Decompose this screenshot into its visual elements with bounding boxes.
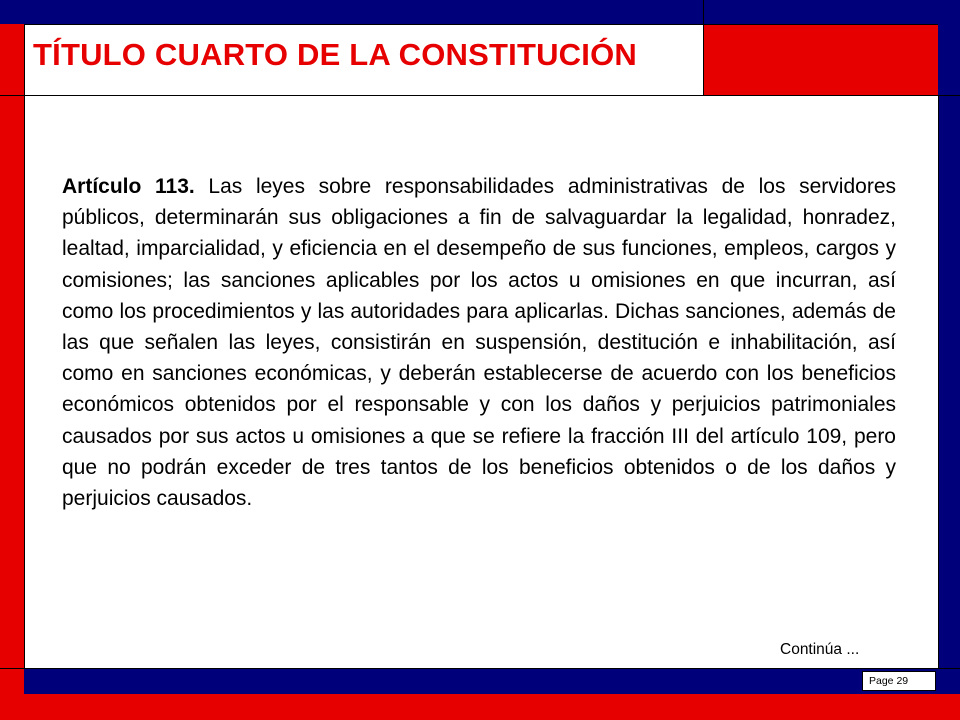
continue-note: Continúa ... <box>780 641 860 658</box>
article-text: Las leyes sobre responsabilidades administrativas de los servidores públicos, determinarán sus obligaciones a fin de salvaguardar la legalidad, honradez, lealtad, imparcialidad, y eficiencia en el desempeño de sus funciones, empleos, cargos y comisiones; las sanciones aplicables por los actos u omisiones en que incurran, así como los procedimientos y las autoridades para aplicarlas. Dichas sanciones, además de las que señalen las leyes, consistirán en suspensión, destitución e inhabilitación, así como en sanciones económicas, y deberán establecerse de acuerdo con los beneficios económicos obtenidos por el responsable y con los daños y perjuicios patrimoniales causados por sus actos u omisiones a que se refiere la fracción III del artículo 109, pero que no podrán exceder de tres tantos de los beneficios obtenidos o de los daños y perjuicios causados. <box>62 175 896 511</box>
left-frame-band <box>0 0 24 720</box>
bottom-frame-band-red <box>0 694 960 720</box>
page-title: TÍTULO CUARTO DE LA CONSTITUCIÓN <box>33 37 637 72</box>
frame-line-top <box>24 24 938 25</box>
article-paragraph <box>62 171 896 514</box>
bottom-frame-band-navy <box>24 668 938 694</box>
right-frame-band <box>938 0 960 720</box>
title-separator-line <box>703 0 704 96</box>
page-number: Page 29 <box>869 675 909 687</box>
title-accent-block <box>703 24 938 95</box>
top-frame-band <box>0 0 960 24</box>
frame-line-left <box>24 24 25 668</box>
frame-line-right <box>938 96 939 668</box>
article-label: Artículo 113. <box>62 175 195 198</box>
title-divider-line <box>0 95 960 96</box>
page-number-box <box>862 671 936 691</box>
frame-line-bottom <box>0 668 960 669</box>
